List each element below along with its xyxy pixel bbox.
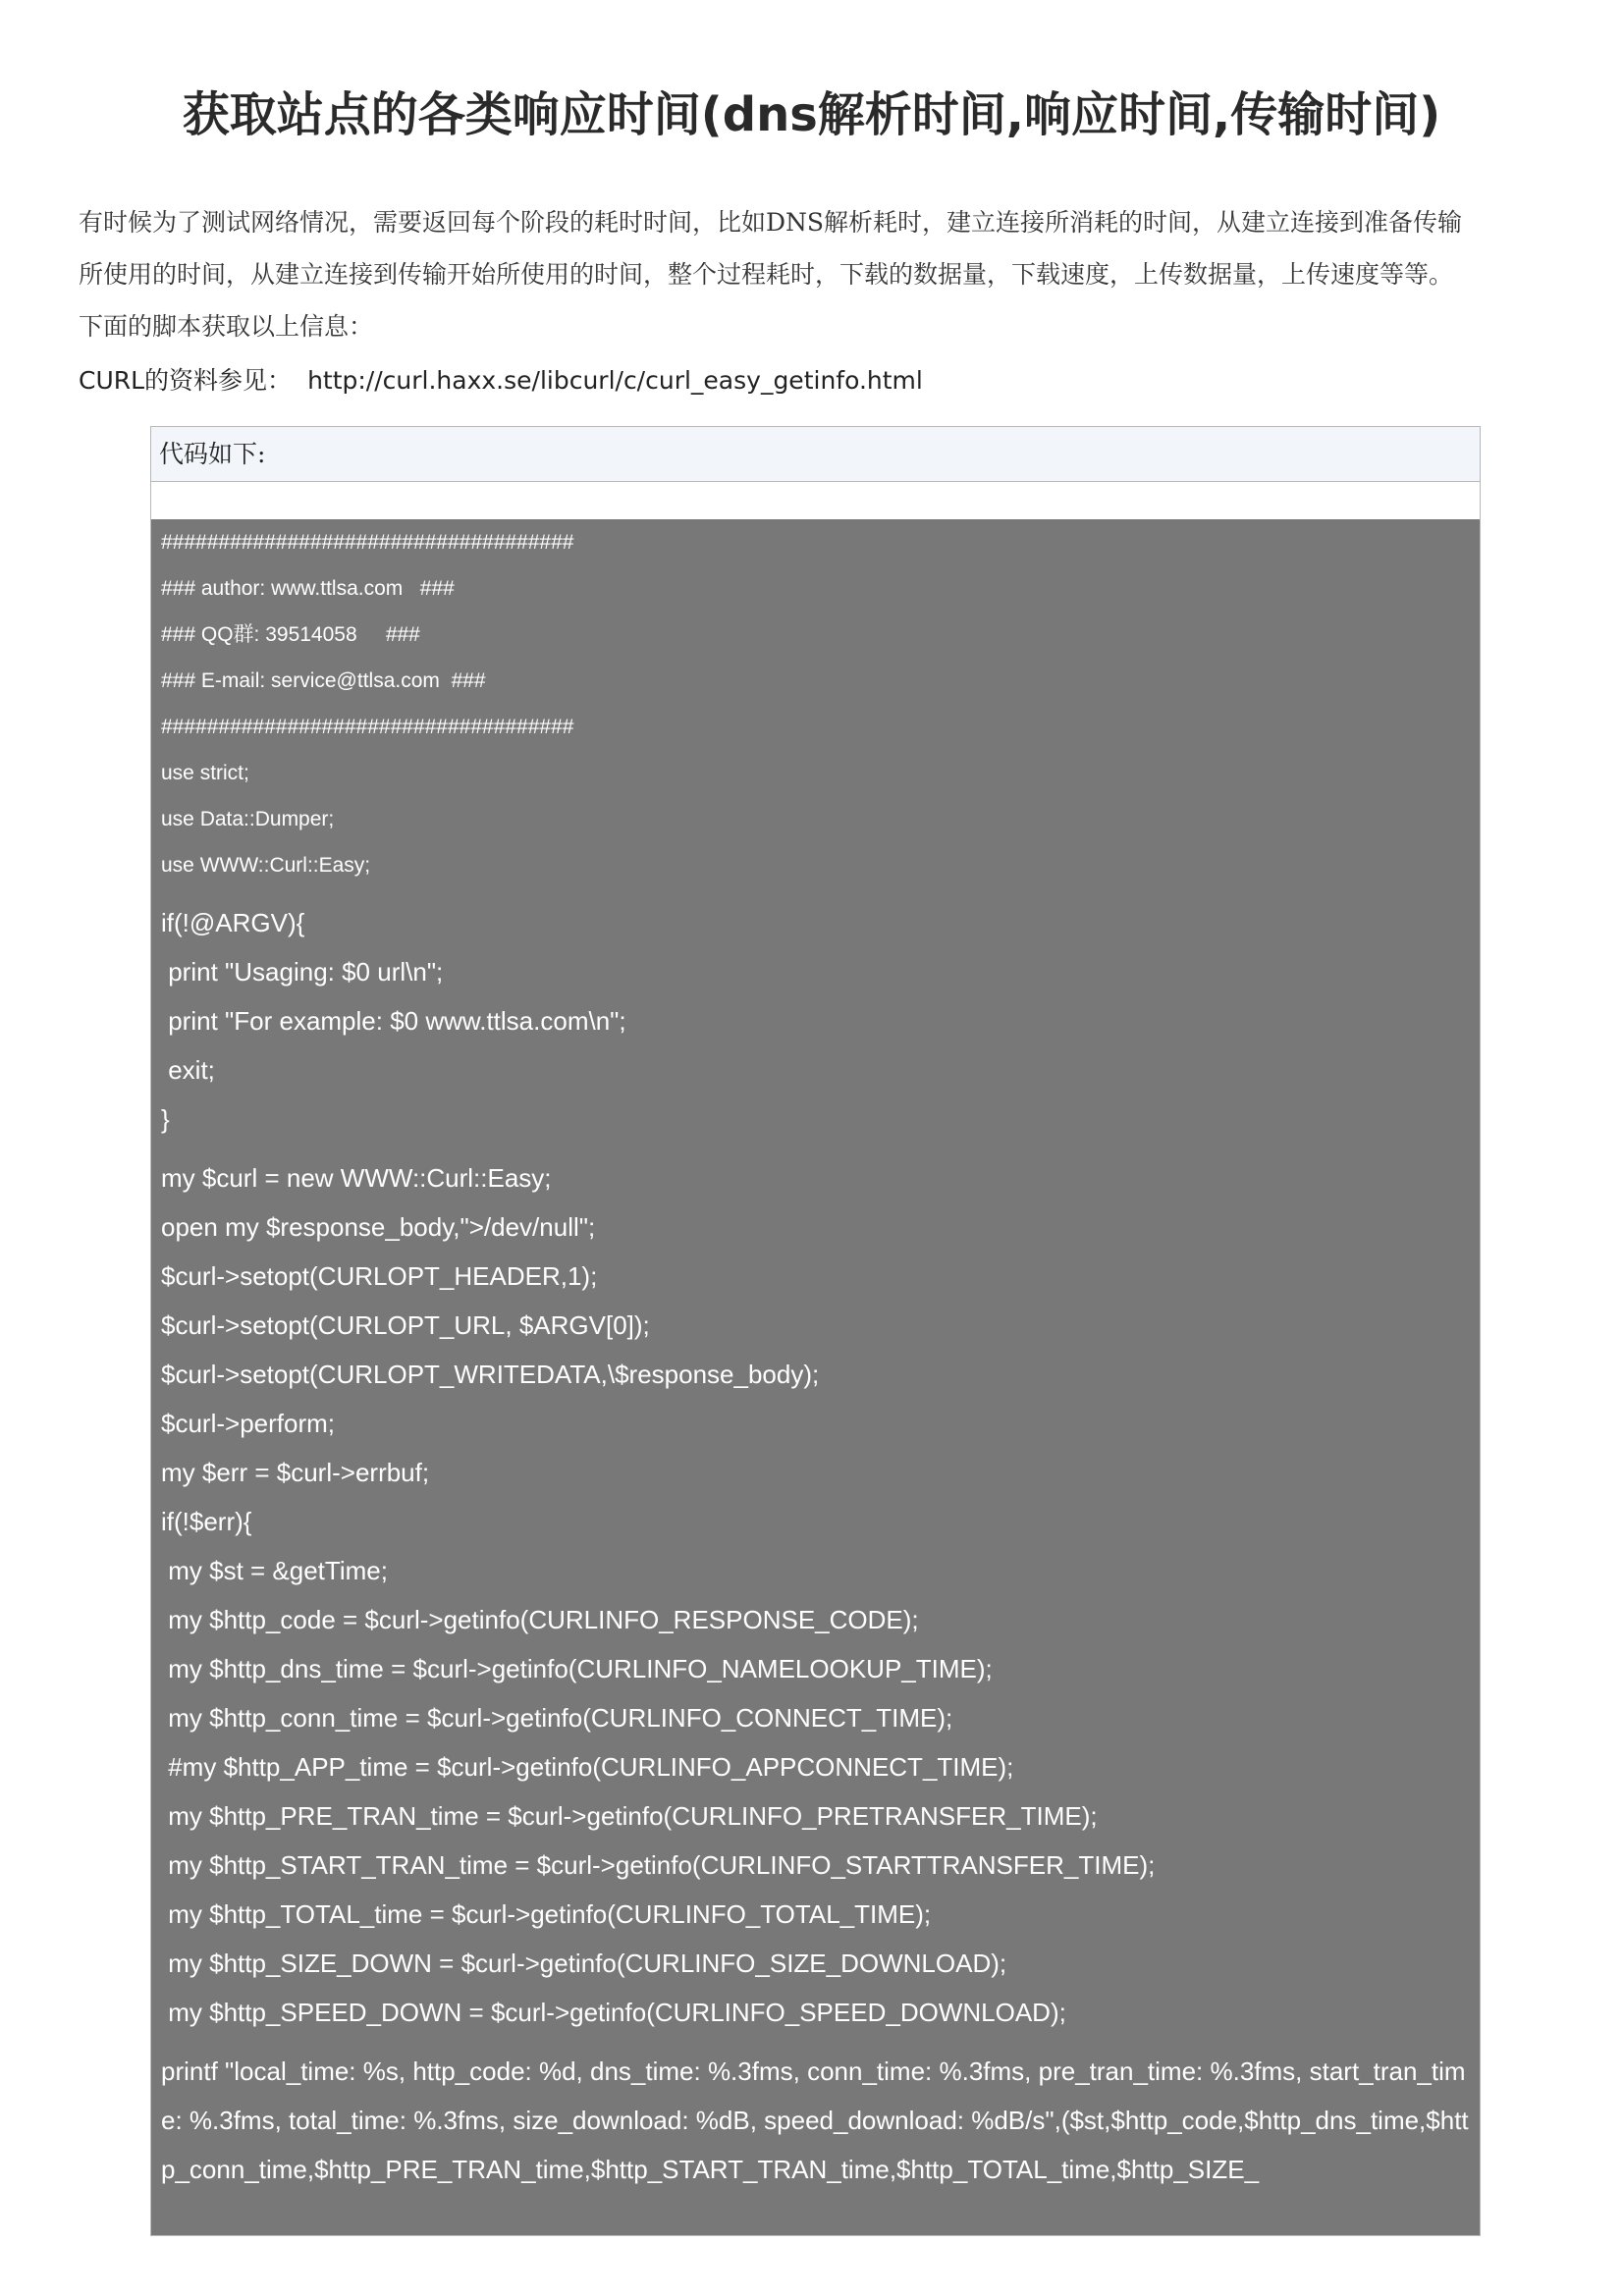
code-line: ### author: www.ttlsa.com ### bbox=[161, 577, 455, 600]
code-line: my $http_START_TRAN_time = $curl->getinfo(CURLINFO_STARTTRANSFER_TIME); bbox=[161, 1850, 1156, 1880]
code-line: if(!$err){ bbox=[161, 1507, 252, 1536]
code-line: my $http_TOTAL_time = $curl->getinfo(CURLINFO_TOTAL_TIME); bbox=[161, 1899, 932, 1929]
code-line: my $http_PRE_TRAN_time = $curl->getinfo(CURLINFO_PRETRANSFER_TIME); bbox=[161, 1801, 1098, 1831]
intro-paragraph bbox=[79, 196, 1551, 352]
code-line: my $http_SIZE_DOWN = $curl->getinfo(CURLINFO_SIZE_DOWNLOAD); bbox=[161, 1949, 1007, 1978]
code-line: } bbox=[161, 1104, 170, 1134]
reference-label: CURL的资料参见： bbox=[79, 366, 293, 395]
code-line: exit; bbox=[161, 1055, 215, 1085]
code-line: $curl->setopt(CURLOPT_HEADER,1); bbox=[161, 1261, 598, 1291]
code-body bbox=[151, 519, 1480, 2236]
code-line: my $st = &getTime; bbox=[161, 1556, 388, 1585]
code-line-printf: printf "local_time: %s, http_code: %d, dns_time: %.3fms, conn_time: %.3fms, pre_tran_time: %.3fms, start_tran_time: %.3fms, total_time: %.3fms, size_download: %dB, speed_download: %dB/s",($st,$http_code,$http_dns_time,$http_conn_time,$http_PRE_TRAN_time,$http_START_TRAN_time,$http_TOTAL_time,$http_SIZE_ bbox=[161, 2056, 1469, 2184]
code-line: print "Usaging: $0 url\n"; bbox=[161, 957, 444, 987]
code-line: print "For example: $0 www.ttlsa.com\n"; bbox=[161, 1006, 626, 1036]
code-line: $curl->setopt(CURLOPT_WRITEDATA,\$response_body); bbox=[161, 1360, 820, 1389]
code-line: my $http_conn_time = $curl->getinfo(CURLINFO_CONNECT_TIME); bbox=[161, 1703, 953, 1733]
reference-url[interactable]: http://curl.haxx.se/libcurl/c/curl_easy_getinfo.html bbox=[307, 366, 923, 395]
code-line: my $err = $curl->errbuf; bbox=[161, 1458, 430, 1487]
code-line: ### QQ群: 39514058 ### bbox=[161, 623, 420, 646]
code-line: $curl->setopt(CURLOPT_URL, $ARGV[0]); bbox=[161, 1310, 650, 1340]
code-line: use WWW::Curl::Easy; bbox=[161, 854, 371, 877]
code-line: $curl->perform; bbox=[161, 1409, 335, 1438]
page-title: 获取站点的各类响应时间(dns解析时间,响应时间,传输时间) bbox=[182, 87, 1441, 142]
intro-line: 有时候为了测试网络情况，需要返回每个阶段的耗时时间，比如DNS解析耗时，建立连接所消耗的时间，从建立连接到准备传输 bbox=[79, 208, 1463, 237]
code-line: my $http_dns_time = $curl->getinfo(CURLINFO_NAMELOOKUP_TIME); bbox=[161, 1654, 993, 1683]
code-line: if(!@ARGV){ bbox=[161, 908, 305, 937]
code-line: #################################### bbox=[161, 531, 574, 554]
code-line: use Data::Dumper; bbox=[161, 808, 335, 830]
code-line: my $http_SPEED_DOWN = $curl->getinfo(CURLINFO_SPEED_DOWNLOAD); bbox=[161, 1998, 1066, 2027]
reference-line bbox=[79, 361, 923, 400]
code-block bbox=[150, 426, 1481, 2236]
code-header: 代码如下: bbox=[151, 427, 1480, 482]
code-line: open my $response_body,">/dev/null"; bbox=[161, 1212, 596, 1242]
code-line: ### E-mail: service@ttlsa.com ### bbox=[161, 669, 486, 692]
code-line: #################################### bbox=[161, 716, 574, 738]
code-line: #my $http_APP_time = $curl->getinfo(CURLINFO_APPCONNECT_TIME); bbox=[161, 1752, 1014, 1782]
intro-line: 下面的脚本获取以上信息： bbox=[79, 312, 374, 341]
intro-line: 所使用的时间，从建立连接到传输开始所使用的时间，整个过程耗时，下载的数据量，下载速度，上传数据量，上传速度等等。 bbox=[79, 260, 1454, 289]
code-line: my $http_code = $curl->getinfo(CURLINFO_RESPONSE_CODE); bbox=[161, 1605, 919, 1634]
code-line: use strict; bbox=[161, 762, 249, 784]
code-line: my $curl = new WWW::Curl::Easy; bbox=[161, 1163, 552, 1193]
